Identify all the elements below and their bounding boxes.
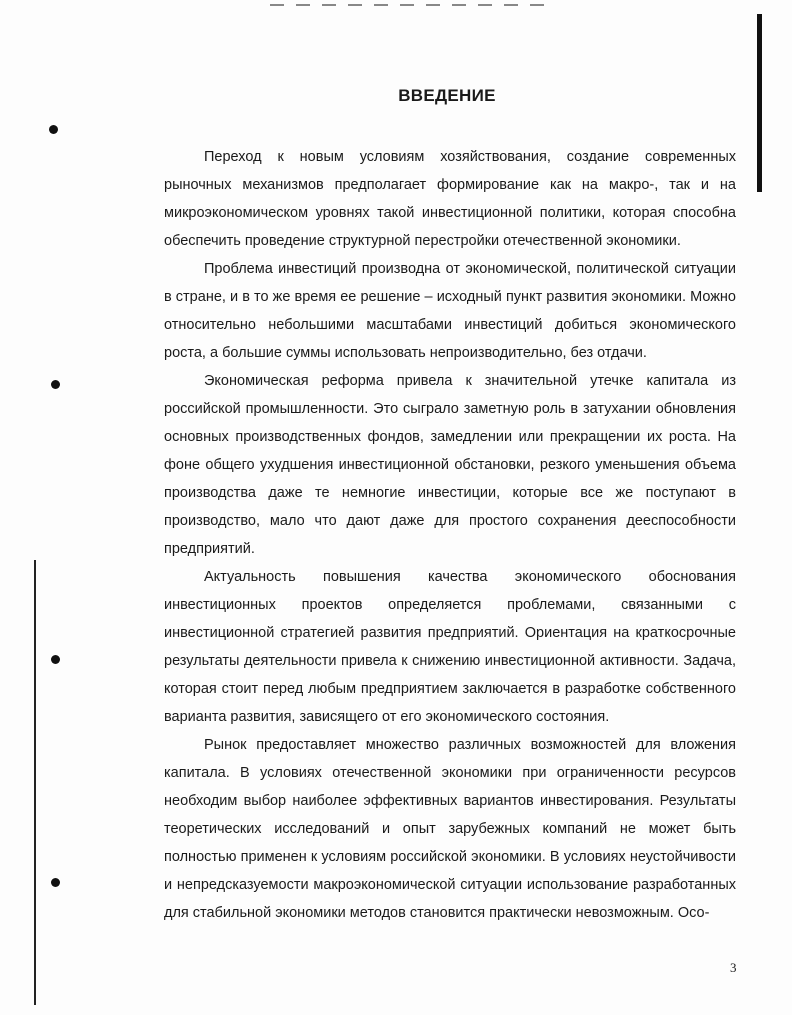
- punch-hole-mark: [51, 878, 60, 887]
- punch-hole-mark: [49, 125, 58, 134]
- paragraph: Проблема инвестиций производна от экономической, политической ситуации в стране, и в то же время ее решение – исходный пункт развития экономики. Можно относительно небольшими масштабами инвестиций добиться экономического роста, а большие суммы использовать непроизводительно, без отдачи.: [164, 261, 736, 361]
- scan-artifact-left-line: [34, 560, 36, 1005]
- paragraph: Переход к новым условиям хозяйствования, создание современных рыночных механизмов предполагает формирование как на макро-, так и на микроэкономическом уровнях такой инвестиционной политики, которая способна обеспечить проведение структурной перестройки отечественной экономики.: [164, 149, 736, 249]
- page-title: ВВЕДЕНИЕ: [398, 86, 496, 105]
- paragraph: Экономическая реформа привела к значительной утечке капитала из российской промышленности. Это сыграло заметную роль в затухании обновления основных производственных фондов, замедлении или прекращении их роста. На фоне общего ухудшения инвестиционной обстановки, резкого уменьшения объема производства даже те немногие инвестиции, которые все же поступают в производство, мало что дают даже для простого сохранения дееспособности предприятий.: [164, 373, 736, 557]
- document-body: [164, 143, 736, 927]
- punch-hole-mark: [51, 655, 60, 664]
- page-number: 3: [730, 960, 737, 975]
- scan-artifact-dashes: [270, 4, 550, 6]
- punch-hole-mark: [51, 380, 60, 389]
- paragraph: Рынок предоставляет множество различных возможностей для вложения капитала. В условиях отечественной экономики при ограниченности ресурсов необходим выбор наиболее эффективных вариантов инвестирования. Результаты теоретических исследований и опыт зарубежных компаний не может быть полностью применен к условиям российской экономики. В условиях неустойчивости и непредсказуемости макроэкономической ситуации использование разработанных для стабильной экономики методов становится практически невозможным. Осо-: [164, 737, 736, 921]
- paragraph: Актуальность повышения качества экономического обоснования инвестиционных проектов определяется проблемами, связанными с инвестиционной стратегией развития предприятий. Ориентация на краткосрочные результаты деятельности привела к снижению инвестиционной активности. Задача, которая стоит перед любым предприятием заключается в разработке собственного варианта развития, зависящего от его экономического состояния.: [164, 569, 736, 725]
